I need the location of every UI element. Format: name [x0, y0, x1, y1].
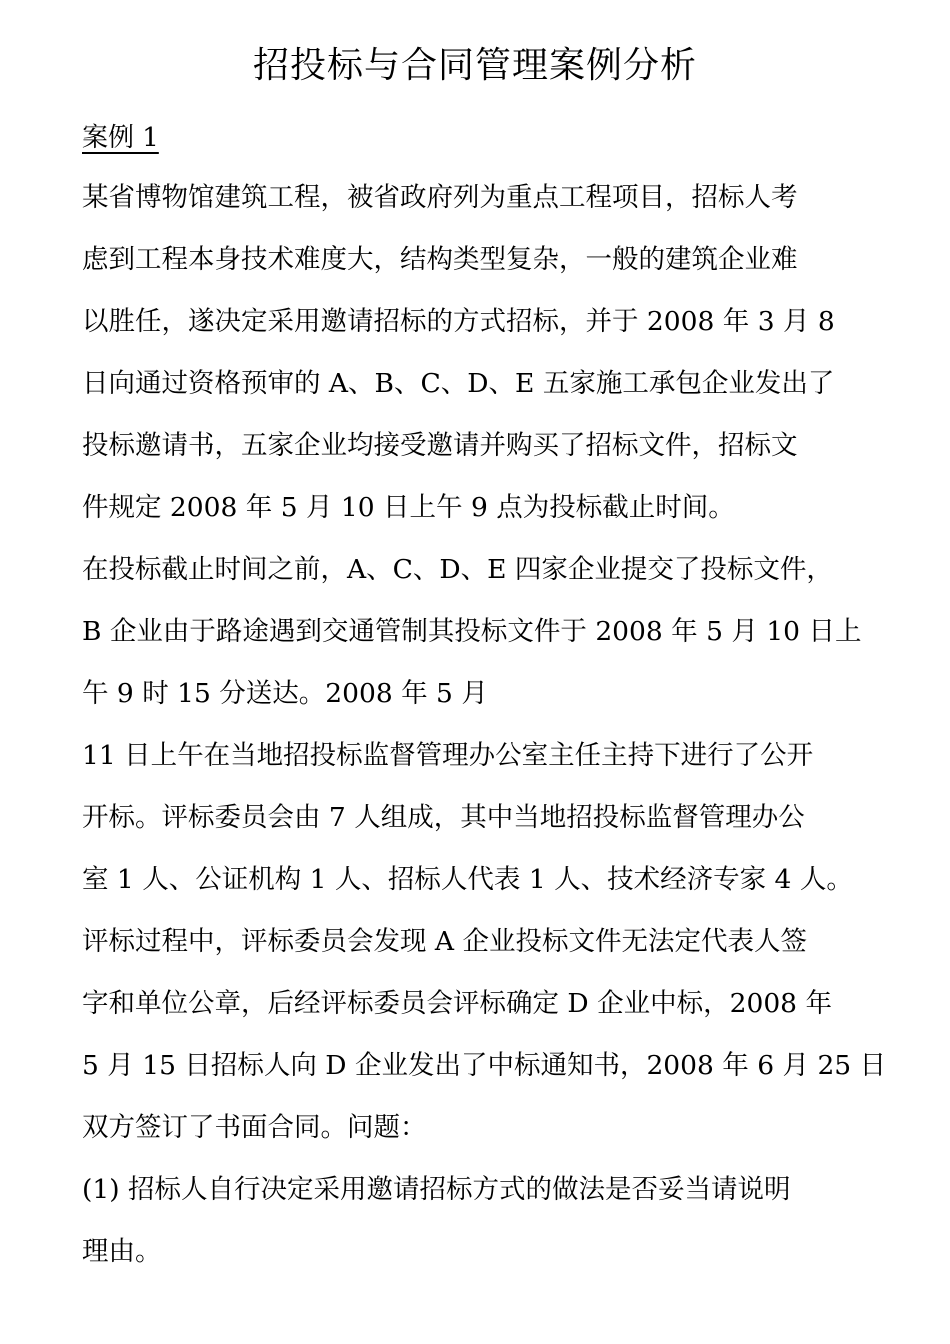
paragraph-line: 字和单位公章，后经评标委员会评标确定 D 企业中标，2008 年: [82, 988, 832, 1019]
paragraph-line: B 企业由于路途遇到交通管制其投标文件于 2008 年 5 月 10 日上: [82, 616, 862, 647]
paragraph-line: 开标。评标委员会由 7 人组成，其中当地招投标监督管理办公: [82, 802, 805, 833]
paragraph-line: 虑到工程本身技术难度大，结构类型复杂，一般的建筑企业难: [82, 244, 798, 275]
paragraph-line: 室 1 人、公证机构 1 人、招标人代表 1 人、技术经济专家 4 人。: [82, 864, 853, 895]
paragraph-line: 件规定 2008 年 5 月 10 日上午 9 点为投标截止时间。: [82, 492, 735, 523]
paragraph-line: 某省博物馆建筑工程，被省政府列为重点工程项目，招标人考: [82, 182, 798, 213]
paragraph-line: 双方签订了书面合同。问题：: [82, 1112, 427, 1143]
paragraph-line: 11 日上午在当地招投标监督管理办公室主任主持下进行了公开: [82, 740, 814, 771]
paragraph-line: 以胜任，遂决定采用邀请招标的方式招标，并于 2008 年 3 月 8: [82, 306, 835, 337]
paragraph-line: 5 月 15 日招标人向 D 企业发出了中标通知书，2008 年 6 月 25 日: [82, 1050, 887, 1081]
case-label: 案例 1: [82, 123, 159, 153]
document-title: 招投标与合同管理案例分析: [252, 45, 697, 86]
paragraph-line: 在投标截止时间之前，A、C、D、E 四家企业提交了投标文件，: [82, 554, 833, 585]
paragraph-line: 日向通过资格预审的 A、B、C、D、E 五家施工承包企业发出了: [82, 368, 835, 399]
paragraph-line: 评标过程中，评标委员会发现 A 企业投标文件无法定代表人签: [82, 926, 807, 957]
paragraph-line: 投标邀请书，五家企业均接受邀请并购买了招标文件，招标文: [82, 430, 798, 461]
paragraph-line: 午 9 时 15 分送达。2008 年 5 月: [82, 678, 488, 709]
question-line: (1) 招标人自行决定采用邀请招标方式的做法是否妥当请说明: [82, 1174, 791, 1205]
question-line: 理由。: [82, 1236, 162, 1267]
